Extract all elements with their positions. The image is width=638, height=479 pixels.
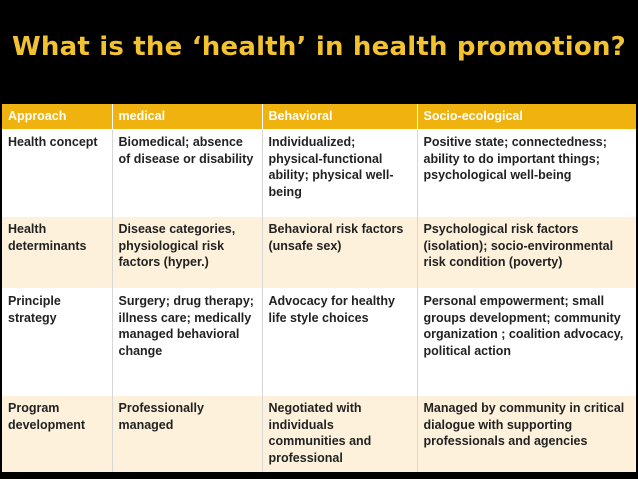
table-header-row: [2, 104, 636, 130]
cell-medical: Biomedical; absence of disease or disability: [112, 130, 262, 217]
cell-behavioral: Individualized; physical-functional ability; physical well-being: [262, 130, 417, 217]
header-socio-ecological: Socio-ecological: [417, 104, 636, 130]
cell-behavioral: Advocacy for healthy life style choices: [262, 289, 417, 396]
cell-socio-ecological: Managed by community in critical dialogue with supporting professionals and agencies: [417, 396, 636, 473]
header-approach: Approach: [2, 104, 112, 130]
table-row: [2, 130, 636, 217]
cell-approach: Health concept: [2, 130, 112, 217]
cell-medical: Surgery; drug therapy; illness care; medically managed behavioral change: [112, 289, 262, 396]
table-row: [2, 289, 636, 396]
cell-medical: Professionally managed: [112, 396, 262, 473]
header-medical: medical: [112, 104, 262, 130]
cell-socio-ecological: Positive state; connectedness; ability to do important things; psychological well-being: [417, 130, 636, 217]
table-row: [2, 217, 636, 289]
cell-behavioral: Behavioral risk factors (unsafe sex): [262, 217, 417, 289]
table-row: [2, 396, 636, 473]
cell-medical: Disease categories, physiological risk factors (hyper.): [112, 217, 262, 289]
header-behavioral: Behavioral: [262, 104, 417, 130]
health-approaches-table: [2, 104, 636, 472]
cell-socio-ecological: Personal empowerment; small groups development; community organization ; coalition advocacy, political action: [417, 289, 636, 396]
cell-behavioral: Negotiated with individuals communities and professional: [262, 396, 417, 473]
slide-title: What is the ‘health’ in health promotion?: [12, 32, 626, 62]
cell-approach: Program development: [2, 396, 112, 473]
cell-socio-ecological: Psychological risk factors (isolation); socio-environmental risk condition (poverty): [417, 217, 636, 289]
cell-approach: Health determinants: [2, 217, 112, 289]
cell-approach: Principle strategy: [2, 289, 112, 396]
